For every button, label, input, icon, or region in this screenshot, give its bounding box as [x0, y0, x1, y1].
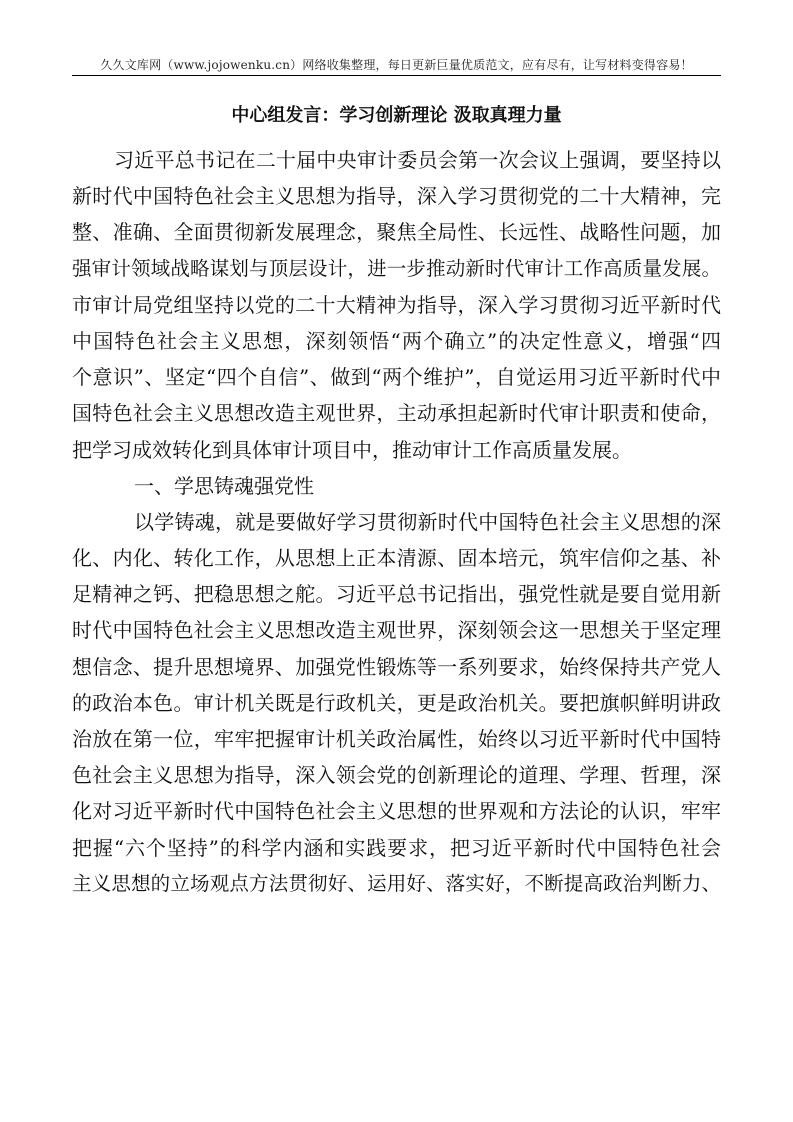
- paragraph-line: 主义思想的立场观点方法贯彻好、运用好、落实好，不断提高政治判断力、: [72, 871, 721, 895]
- paragraph-line: 中国特色社会主义思想，深刻领悟“两个确立”的决定性意义，增强“四: [72, 328, 721, 353]
- paragraph-line: 把学习成效转化到具体审计项目中，推动审计工作高质量发展。: [72, 437, 632, 462]
- paragraph-line: 国特色社会主义思想改造主观世界，主动承担起新时代审计职责和使命，: [72, 401, 721, 426]
- paragraph-line: 色社会主义思想为指导，深入领会党的创新理论的道理、学理、哲理，深: [72, 763, 721, 788]
- paragraph-line: 新时代中国特色社会主义思想为指导，深入学习贯彻党的二十大精神，完: [72, 184, 721, 209]
- document-body: [72, 142, 721, 902]
- paragraph-line: 把握“六个坚持”的科学内涵和实践要求，把习近平新时代中国特色社会: [72, 835, 721, 860]
- header-divider: [72, 75, 721, 76]
- paragraph-line: 习近平总书记在二十届中央审计委员会第一次会议上强调，要坚持以: [114, 148, 721, 172]
- paragraph-line: 时代中国特色社会主义思想改造主观世界，深刻领会这一思想关于坚定理: [72, 618, 721, 643]
- paragraph-line: 化、内化、转化工作，从思想上正本清源、固本培元，筑牢信仰之基、补: [72, 546, 721, 571]
- paragraph-line: 的政治本色。审计机关既是行政机关，更是政治机关。要把旗帜鲜明讲政: [72, 690, 721, 715]
- document-title: 中心组发言：学习创新理论 汲取真理力量: [231, 105, 562, 126]
- paragraph-line: 整、准确、全面贯彻新发展理念，聚焦全局性、长远性、战略性问题，加: [72, 220, 721, 245]
- paragraph-line: 足精神之钙、把稳思想之舵。习近平总书记指出，强党性就是要自觉用新: [72, 582, 721, 607]
- section-heading: 一、学思铸魂强党性: [134, 473, 314, 498]
- paragraph-line: 以学铸魂，就是要做好学习贯彻新时代中国特色社会主义思想的深: [134, 509, 721, 534]
- page-header: 久久文库网（www.jojowenku.cn）网络收集整理，每日更新巨量优质范文，应有尽有，让写材料变得容易！: [100, 58, 693, 72]
- paragraph-line: 化对习近平新时代中国特色社会主义思想的世界观和方法论的认识，牢牢: [72, 799, 721, 824]
- paragraph-line: 治放在第一位，牢牢把握审计机关政治属性，始终以习近平新时代中国特: [72, 727, 721, 751]
- paragraph-line: 想信念、提升思想境界、加强党性锻炼等一系列要求，始终保持共产党人: [72, 654, 721, 679]
- paragraph-line: 市审计局党组坚持以党的二十大精神为指导，深入学习贯彻习近平新时代: [72, 292, 721, 317]
- paragraph-2: [72, 504, 721, 902]
- paragraph-line: 个意识”、坚定“四个自信”、做到“两个维护”，自觉运用习近平新时代中: [72, 365, 721, 390]
- paragraph-1: [72, 142, 721, 468]
- paragraph-line: 强审计领域战略谋划与顶层设计，进一步推动新时代审计工作高质量发展。: [72, 256, 721, 280]
